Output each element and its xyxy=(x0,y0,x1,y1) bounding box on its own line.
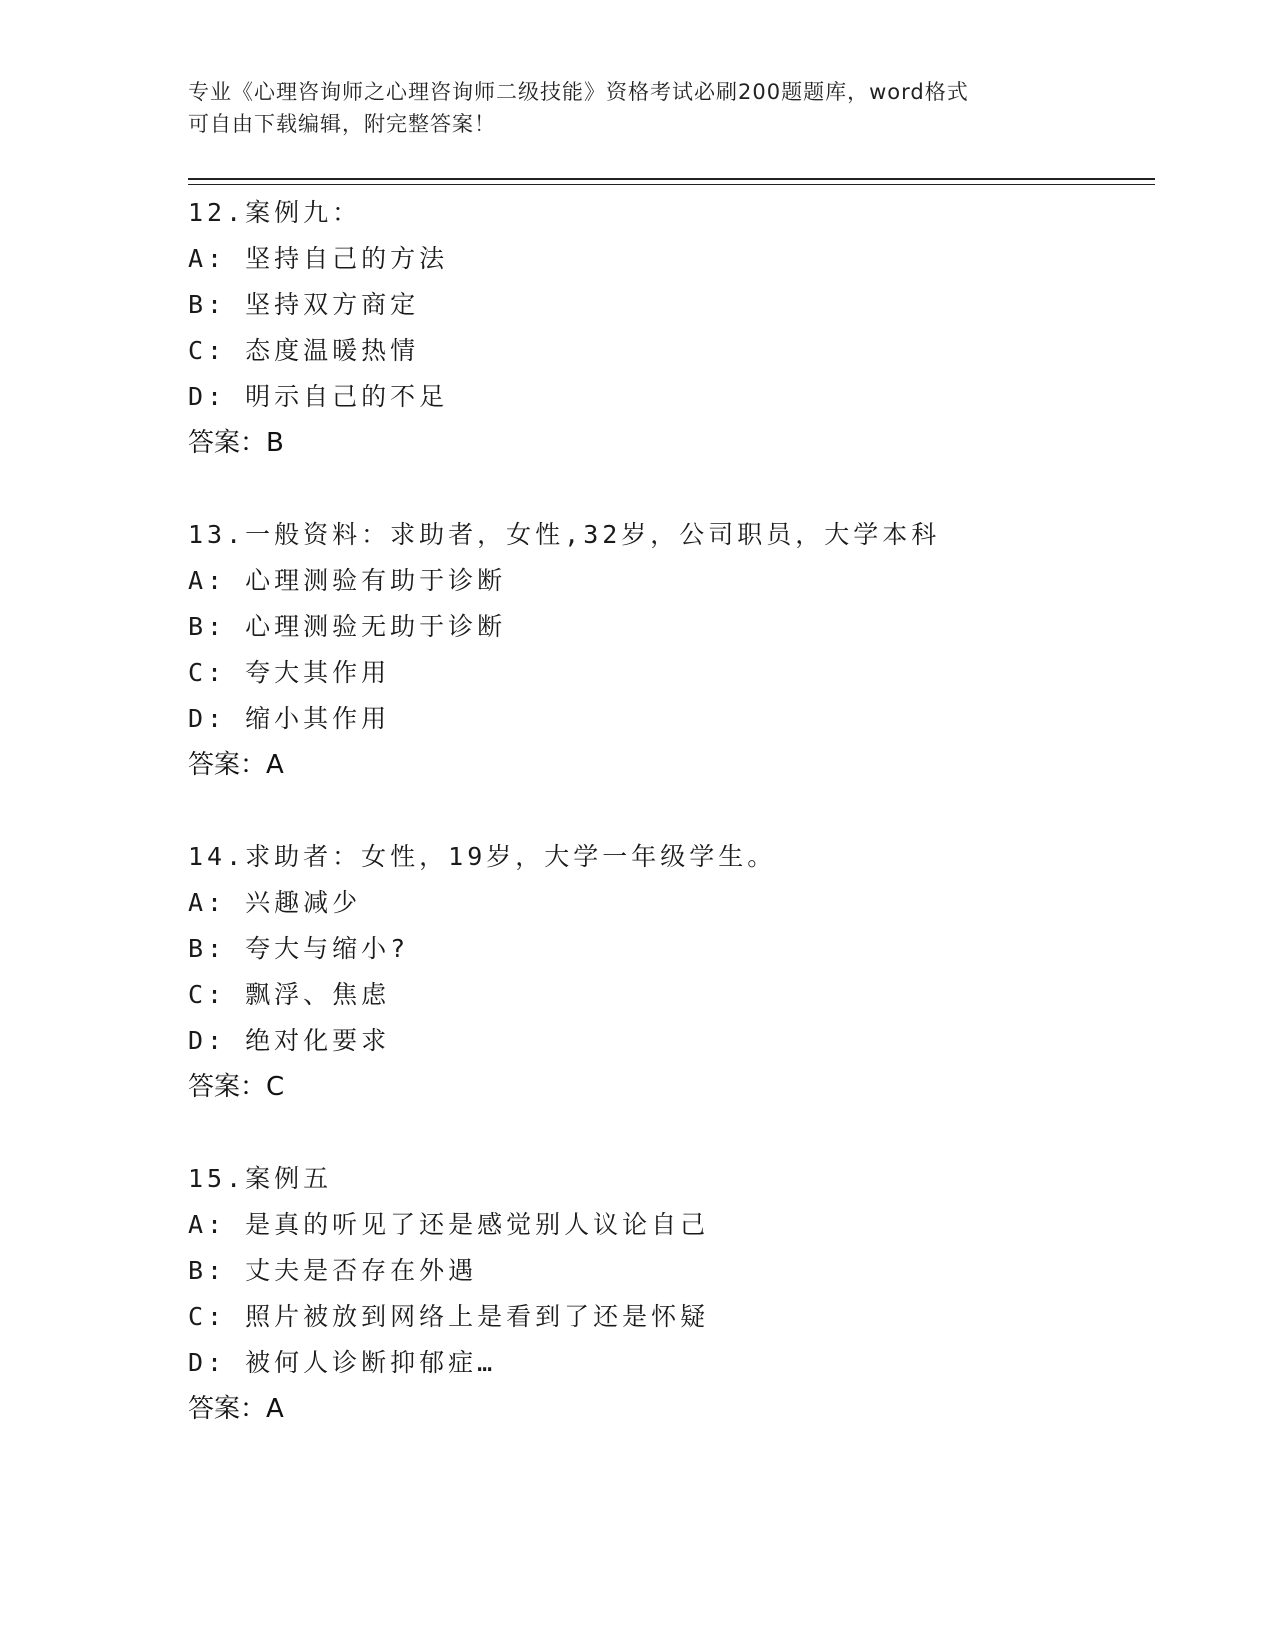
option-a: A: 兴趣减少 xyxy=(188,888,362,917)
header-line-2: 可自由下载编辑，附完整答案！ xyxy=(188,112,496,136)
question-title: 12.案例九： xyxy=(188,198,362,227)
option-c: C: 照片被放到网络上是看到了还是怀疑 xyxy=(188,1302,710,1331)
option-a: A: 心理测验有助于诊断 xyxy=(188,566,507,595)
answer-value: A xyxy=(266,750,284,780)
answer-line xyxy=(188,742,1148,788)
header-divider-thick xyxy=(188,178,1155,180)
answer-line xyxy=(188,420,1148,466)
answer-line xyxy=(188,1064,1148,1110)
option-d: D: 绝对化要求 xyxy=(188,1026,391,1055)
option-a: A: 是真的听见了还是感觉别人议论自己 xyxy=(188,1210,710,1239)
header-line-1: 专业《心理咨询师之心理咨询师二级技能》资格考试必刷200题题库，word格式 xyxy=(188,80,969,104)
option-b: B: 夸大与缩小? xyxy=(188,934,410,963)
answer-label: 答案： xyxy=(188,750,267,780)
question-block xyxy=(188,834,1148,1110)
option-c: C: 飘浮、焦虑 xyxy=(188,980,391,1009)
question-title: 13.一般资料：求助者，女性,32岁，公司职员，大学本科 xyxy=(188,520,941,549)
option-b: B: 心理测验无助于诊断 xyxy=(188,612,507,641)
option-b: B: 坚持双方商定 xyxy=(188,290,420,319)
option-c: C: 夸大其作用 xyxy=(188,658,391,687)
answer-label: 答案： xyxy=(188,428,267,458)
header-divider-thin xyxy=(188,184,1155,185)
answer-line xyxy=(188,1386,1148,1432)
option-b: B: 丈夫是否存在外遇 xyxy=(188,1256,478,1285)
option-a: A: 坚持自己的方法 xyxy=(188,244,449,273)
question-list xyxy=(188,190,1148,1478)
answer-value: C xyxy=(266,1072,285,1102)
question-block xyxy=(188,1156,1148,1432)
answer-value: B xyxy=(266,428,284,458)
answer-label: 答案： xyxy=(188,1394,267,1424)
answer-value: A xyxy=(266,1394,284,1424)
option-d: D: 被何人诊断抑郁症… xyxy=(188,1348,497,1377)
option-c: C: 态度温暖热情 xyxy=(188,336,420,365)
question-block xyxy=(188,512,1148,788)
question-title: 14.求助者：女性，19岁，大学一年级学生。 xyxy=(188,842,777,871)
question-title: 15.案例五 xyxy=(188,1164,333,1193)
question-block xyxy=(188,190,1148,466)
document-header xyxy=(188,76,1088,140)
answer-label: 答案： xyxy=(188,1072,267,1102)
option-d: D: 明示自己的不足 xyxy=(188,382,449,411)
option-d: D: 缩小其作用 xyxy=(188,704,391,733)
